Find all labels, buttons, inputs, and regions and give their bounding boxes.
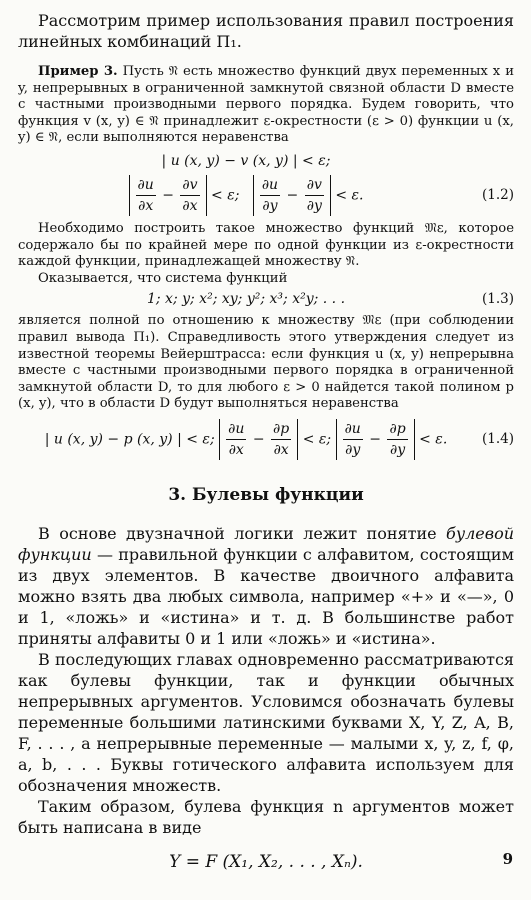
equation-number: (1.3): [481, 291, 514, 308]
abs-block-2: $\frac{\partial u}{\partial y}$ − $\frac{\partial v}{\partial y}$: [253, 175, 331, 216]
paragraph-4: является полной по отношению к множеству 𝔐ε (при соблюдении правил вывода П₁). Справедливость этого утверждения следует из известной теоремы Вейерштрасса: если функция u (x, y) непрерывна вместе с частными производными первого порядка в ограниченной замкнутой области D, то для любого ε > 0 найдется такой полином p (x, y), что в области D будут выполняться неравенства: [18, 313, 514, 412]
abs-block-3: $\frac{\partial u}{\partial x}$ − $\frac{\partial p}{\partial x}$: [219, 419, 298, 460]
equation-number: (1.2): [481, 186, 514, 203]
paragraph-3: Оказывается, что система функций: [38, 270, 288, 286]
example-paragraph: [18, 64, 514, 147]
equation-number: (1.4): [481, 430, 514, 447]
final-equation: Y = F (X₁, X₂, . . . , Xₙ).: [169, 851, 363, 872]
abs-block-4: $\frac{\partial u}{\partial y}$ − $\frac{\partial p}{\partial y}$: [336, 419, 415, 460]
intro-paragraph: Рассмотрим пример использования правил построения линейных комбинаций П₁.: [18, 11, 514, 51]
page-number: 9: [502, 850, 513, 868]
section-title: 3. Булевы функции: [168, 484, 364, 505]
example-label: Пример 3.: [38, 64, 118, 79]
abs-block-1: $\frac{\partial u}{\partial x}$ − $\frac{\partial v}{\partial x}$: [129, 175, 207, 216]
example-text: Пусть 𝔑 есть множество функций двух переменных x и y, непрерывных в ограниченной замкнутой связной области D вместе с частными производными первого порядка. Будем говорить, что функция v (x, y) ∈ 𝔑 принадлежит ε-окрестности (ε > 0) функции u (x, y) ∈ 𝔑, если выполняются неравенства: [18, 64, 514, 146]
boolean-function-term: булевой функции: [18, 523, 514, 564]
paragraph-2: Необходимо построить такое множество функций 𝔐ε, которое содержало бы по крайней мере по одной функции из ε-окрестности каждой функции, принадлежащей множеству 𝔑.: [18, 220, 514, 270]
paragraph-6: В последующих главах одновременно рассматриваются как булевы функции, так и функции обычных непрерывных аргументов. Условимся обозначать булевы переменные большими латинскими буквами X, Y, Z, A, B, F, . . . , а непрерывные переменные — малыми x, y, z, f, φ, a, b, . . . Буквы готического алфавита используем для обозначения множеств.: [18, 649, 514, 795]
equation-1-2: $\frac{\partial u}{\partial x}$ − $\frac{\partial v}{\partial x}$ < ε; $\frac{\partial u}{\partial y}$ − $\frac{\partial v}{\partial y}$ < ε. (1.2): [18, 175, 514, 215]
paragraph-7: Таким образом, булева функция n аргументов может быть написана в виде: [18, 796, 514, 837]
equation-1-4: | u (x, y) − p (x, y) | < ε; $\frac{\partial u}{\partial x}$ − $\frac{\partial p}{\partial x}$ < ε; $\frac{\partial u}{\partial y}$ − $\frac{\partial p}{\partial y}$ < ε. (1.4): [44, 420, 514, 458]
paragraph-5: В основе двузначной логики лежит понятие булевой функции — правильной функции с алфавитом, состоящим из двух элементов. В качестве двоичного алфавита можно взять два любых символа, например «+» и «—», 0 и 1, «ложь» и «истина» и т. д. В большинстве работ приняты алфавиты 0 и 1 или «ложь» и «истина».: [18, 523, 514, 648]
page-content: [18, 10, 514, 872]
equation-1-3: 1; x; y; x²; xy; y²; x³; x²y; . . . (1.3): [146, 291, 514, 308]
equation-1-line-1: | u (x, y) − v (x, y) | < ε;: [161, 152, 331, 169]
